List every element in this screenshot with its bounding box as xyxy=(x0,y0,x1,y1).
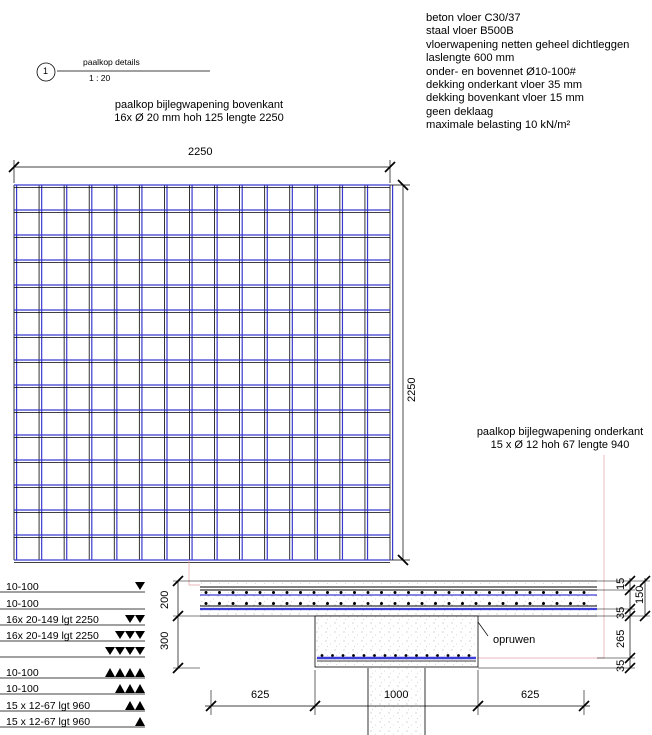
top-label-line1: paalkop bijlegwapening bovenkant xyxy=(114,99,284,111)
rebar-dot xyxy=(299,591,302,594)
rebar-dot xyxy=(353,591,356,594)
rebar-dot xyxy=(515,602,518,605)
rebar-dot xyxy=(583,602,586,605)
rebar-dot xyxy=(245,591,248,594)
rebar-dot xyxy=(515,591,518,594)
up-triangle-icon xyxy=(115,668,125,677)
rebar-dot xyxy=(542,602,545,605)
spec-mesh: vloerwapening netten geheel dichtleggen xyxy=(426,38,630,51)
rebar-dot xyxy=(340,591,343,594)
rebar-dot xyxy=(475,602,478,605)
plan-height-value: 2250 xyxy=(406,377,418,402)
rebar-dot xyxy=(384,654,387,657)
rebar-dot xyxy=(232,602,235,605)
rebar-dot xyxy=(569,591,572,594)
spec-nets: onder- en bovennet Ø10-100# xyxy=(426,65,576,78)
rebar-dot xyxy=(205,591,208,594)
rebar-dot xyxy=(340,602,343,605)
rebar-dot xyxy=(367,591,370,594)
rebar-dot xyxy=(457,654,460,657)
section-pile xyxy=(368,668,425,735)
rebar-dot xyxy=(373,654,376,657)
rebar-dot xyxy=(321,654,324,657)
up-triangle-icon xyxy=(125,684,135,693)
legend-label: 16x 20-149 lgt 2250 xyxy=(6,614,99,626)
rebar-dot xyxy=(475,591,478,594)
legend-label: 10-100 xyxy=(6,683,39,695)
up-triangle-icon xyxy=(135,684,145,693)
rebar-dot xyxy=(447,654,450,657)
rebar-dot xyxy=(502,602,505,605)
opruwen-leader xyxy=(478,622,488,636)
bottom-label-line2: 15 x Ø 12 hoh 67 lengte 940 xyxy=(490,439,630,451)
spec-steel: staal vloer B500B xyxy=(426,25,514,38)
rebar-dot xyxy=(407,591,410,594)
rebar-dot xyxy=(342,654,345,657)
rebar-dot xyxy=(405,654,408,657)
down-triangle-icon xyxy=(115,647,125,655)
down-triangle-icon xyxy=(135,631,145,639)
up-triangle-icon xyxy=(135,701,145,710)
rebar-dot xyxy=(488,602,491,605)
rebar-dot xyxy=(434,602,437,605)
pile-cap-rebar-dots xyxy=(321,654,471,657)
rebar-dot xyxy=(448,591,451,594)
spec-concrete: beton vloer C30/37 xyxy=(426,12,521,24)
plan-width-dimension xyxy=(9,160,395,183)
down-triangle-icon xyxy=(125,631,135,639)
down-triangle-icon xyxy=(135,582,145,590)
rebar-dot xyxy=(232,591,235,594)
opruwen-note: opruwen xyxy=(493,634,536,646)
up-triangle-icon xyxy=(105,668,115,677)
legend-label: 15 x 12-67 lgt 960 xyxy=(6,700,91,712)
rebar-dot xyxy=(245,602,248,605)
rebar-dot xyxy=(529,591,532,594)
down-triangle-icon xyxy=(135,647,145,655)
section-bottom-left-value: 625 xyxy=(251,689,270,701)
rebar-dot xyxy=(488,591,491,594)
rebar-dot xyxy=(394,591,397,594)
detail-scale: 1 : 20 xyxy=(89,73,111,83)
rebar-dot xyxy=(363,654,366,657)
section-bottom-mid-value: 1000 xyxy=(384,689,409,701)
rebar-dot xyxy=(583,591,586,594)
rebar-dot xyxy=(380,602,383,605)
rebar-dot xyxy=(556,591,559,594)
section-right-depth-value: 265 xyxy=(615,629,627,648)
down-triangle-icon xyxy=(125,647,135,655)
rebar-dot xyxy=(353,602,356,605)
section-left-upper-value: 200 xyxy=(159,590,171,609)
rebar-dot xyxy=(421,602,424,605)
rebar-dot xyxy=(468,654,471,657)
spec-lap-length: laslengte 600 mm xyxy=(426,52,515,65)
bottom-reinforcement-label xyxy=(470,426,650,452)
section-pile-cap xyxy=(315,616,478,667)
down-triangle-icon xyxy=(135,615,145,623)
rebar-dot xyxy=(286,602,289,605)
spec-cover-top: dekking bovenkant vloer 15 mm xyxy=(426,92,584,105)
rebar-dot xyxy=(461,591,464,594)
section-right-bottom-value: 35 xyxy=(615,659,627,672)
section-right-top-value: 15 xyxy=(615,577,627,590)
up-triangle-icon xyxy=(135,717,145,726)
section-bottom-right-value: 625 xyxy=(521,689,540,701)
rebar-dot xyxy=(569,602,572,605)
up-triangle-icon xyxy=(135,668,145,677)
rebar-dot xyxy=(326,591,329,594)
rebar-dot xyxy=(542,591,545,594)
spec-max-load: maximale belasting 10 kN/m² xyxy=(426,119,571,132)
rebar-dot xyxy=(218,591,221,594)
spec-cover-bottom: dekking onderkant vloer 35 mm xyxy=(426,79,583,92)
rebar-dot xyxy=(259,602,262,605)
rebar-dot xyxy=(461,602,464,605)
rebar-dot xyxy=(259,591,262,594)
rebar-dot xyxy=(436,654,439,657)
rebar-dot xyxy=(272,602,275,605)
rebar-dot xyxy=(367,602,370,605)
rebar-dot xyxy=(448,602,451,605)
section-left-lower-value: 300 xyxy=(159,631,171,650)
detail-title: paalkop details xyxy=(83,57,140,67)
section-slab xyxy=(200,581,597,616)
rebar-dot xyxy=(272,591,275,594)
rebar-dot xyxy=(205,602,208,605)
rebar-dot xyxy=(326,602,329,605)
rebar-dot xyxy=(218,602,221,605)
bottom-label-line1: paalkop bijlegwapening onderkant xyxy=(476,426,644,438)
rebar-dot xyxy=(331,654,334,657)
down-triangle-icon xyxy=(115,631,125,639)
rebar-dot xyxy=(407,602,410,605)
up-triangle-icon xyxy=(125,668,135,677)
section-right-cover-value: 35 xyxy=(615,606,627,619)
up-triangle-icon xyxy=(115,684,125,693)
down-triangle-icon xyxy=(125,615,135,623)
rebar-dot xyxy=(556,602,559,605)
up-triangle-icon xyxy=(125,701,135,710)
top-reinforcement-label xyxy=(102,99,296,125)
detail-number: 1 xyxy=(43,66,49,76)
rebar-dot xyxy=(313,591,316,594)
rebar-dot xyxy=(352,654,355,657)
rebar-dot xyxy=(529,602,532,605)
legend-label: 15 x 12-67 lgt 960 xyxy=(6,716,91,728)
top-label-line2: 16x Ø 20 mm hoh 125 lengte 2250 xyxy=(114,112,284,124)
plan-width-value: 2250 xyxy=(188,146,213,158)
plan-rebar-mesh xyxy=(14,185,393,563)
legend-label: 10-100 xyxy=(6,598,39,610)
rebar-dot xyxy=(434,591,437,594)
spec-topping: geen deklaag xyxy=(426,105,494,118)
legend-label: 16x 20-149 lgt 2250 xyxy=(6,630,99,642)
rebar-dot xyxy=(502,591,505,594)
rebar-dot xyxy=(286,591,289,594)
rebar-dot xyxy=(426,654,429,657)
spec-list xyxy=(426,12,629,133)
section-right-total-value: 150 xyxy=(634,585,646,604)
rebar-dot xyxy=(415,654,418,657)
section-left-dimension xyxy=(173,576,200,673)
legend-label: 10-100 xyxy=(6,581,39,593)
rebar-dot xyxy=(313,602,316,605)
rebar-dot xyxy=(421,591,424,594)
rebar-dot xyxy=(394,654,397,657)
rebar-dot xyxy=(394,602,397,605)
legend-label: 10-100 xyxy=(6,667,39,679)
rebar-dot xyxy=(380,591,383,594)
down-triangle-icon xyxy=(105,647,115,655)
rebar-dot xyxy=(299,602,302,605)
